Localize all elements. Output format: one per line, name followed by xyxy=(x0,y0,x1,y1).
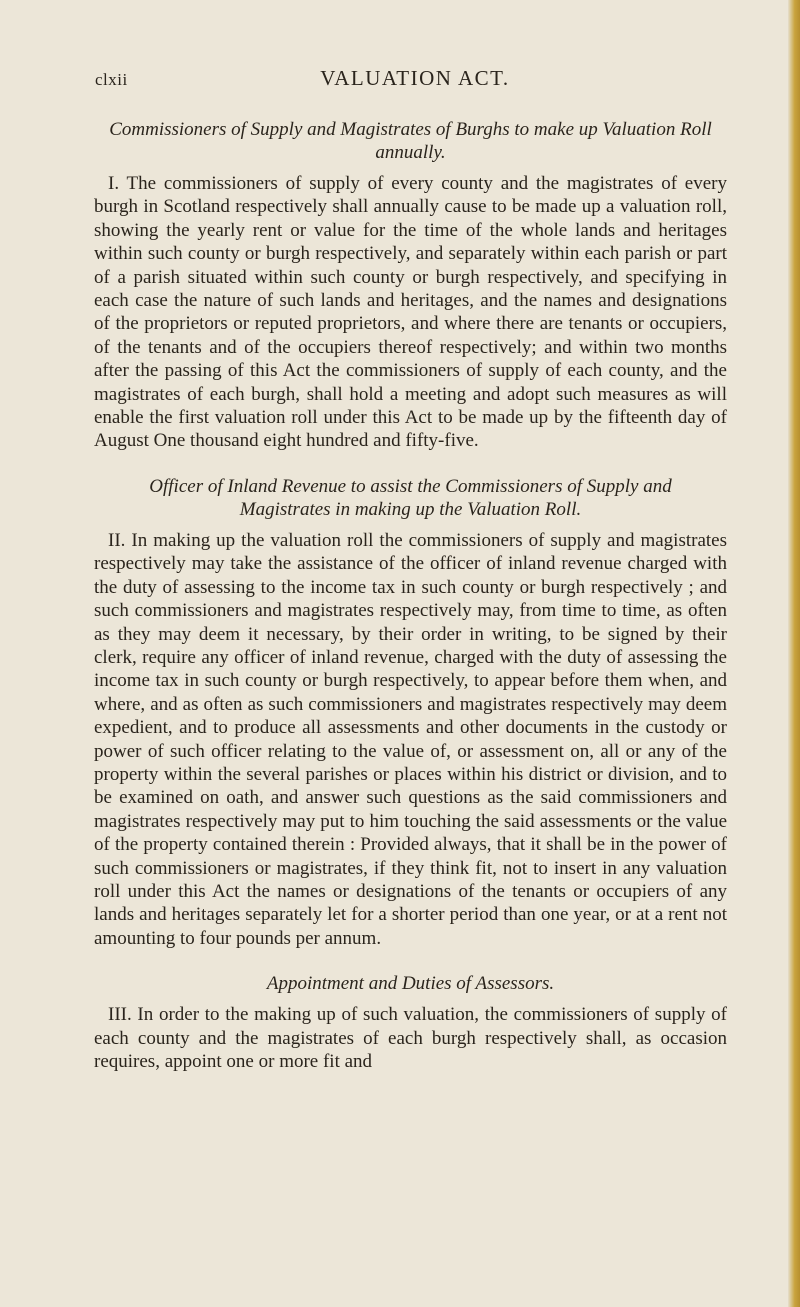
page-number: clxii xyxy=(95,70,128,89)
page-edge xyxy=(788,0,800,1307)
section-3 xyxy=(94,972,727,1073)
page-body xyxy=(94,118,727,1095)
section-paragraph: III. In order to the making up of such valuation, the commissioners of supply of each county and the magistrates of each burgh respectively shall, as occasion requires, appoint one or more fit and xyxy=(94,1004,727,1072)
section-paragraph: II. In making up the valuation roll the commissioners of supply and magistrates respectively may take the assistance of the officer of inland revenue charged with the duty of assessing to the income tax in such county or burgh respectively ; and such commissioners and magistrates respectively may, from time to time, as often as they may deem it necessary, by their order in writing, to be signed by their clerk, require any officer of inland revenue, charged with the duty of assessing the income tax in such county or burgh respectively, to appear before them when, and where, and as often as such commissioners and magistrates respectively may deem expedient, and to produce all assessments and other documents in the custody or power of such officer relating to the value of, or assessment on, all or any of the property within the several parishes or places within his district or division, and to be examined on oath, and answer such questions as the said commissioners and magistrates respectively may put to him touching the said assessments or the value of the property contained therein : Provided always, that it shall be in the power of such commissioners or magistrates, if they think fit, not to insert in any valuation roll under this Act the names or designations of the tenants or occupiers of any lands and heritages separately let for a shorter period than one year, or at a rent not amounting to four pounds per annum. xyxy=(94,529,727,949)
section-heading: Officer of Inland Revenue to assist the Commissioners of Supply and Magistrates in making up the Valuation Roll. xyxy=(149,475,672,520)
section-heading: Commissioners of Supply and Magistrates of Burghs to make up Valuation Roll annually. xyxy=(109,119,712,163)
section-1 xyxy=(94,118,727,453)
section-paragraph: I. The commissioners of supply of every county and the magistrates of every burgh in Scotland respectively shall annually cause to be made up a valuation roll, showing the yearly rent or value for the time of the whole lands and heritages within such county or burgh respectively, and separately within each parish or part of a parish situated within such county or burgh respectively, and specifying in each case the nature of such lands and heritages, and the names and designations of the proprietors or reputed proprietors, and where there are tenants or occupiers, of the tenants and of the occupiers thereof respectively; and within two months after the passing of this Act the commissioners of supply of each county, and the magistrates of each burgh, shall hold a meeting and adopt such measures as will enable the first valuation roll under this Act to be made up by the fifteenth day of August One thousand eight hundred and fifty-five. xyxy=(94,173,727,452)
section-2 xyxy=(94,475,727,950)
running-head: VALUATION ACT. xyxy=(320,66,510,90)
section-heading: Appointment and Duties of Assessors. xyxy=(266,973,555,995)
page-header xyxy=(95,66,735,98)
